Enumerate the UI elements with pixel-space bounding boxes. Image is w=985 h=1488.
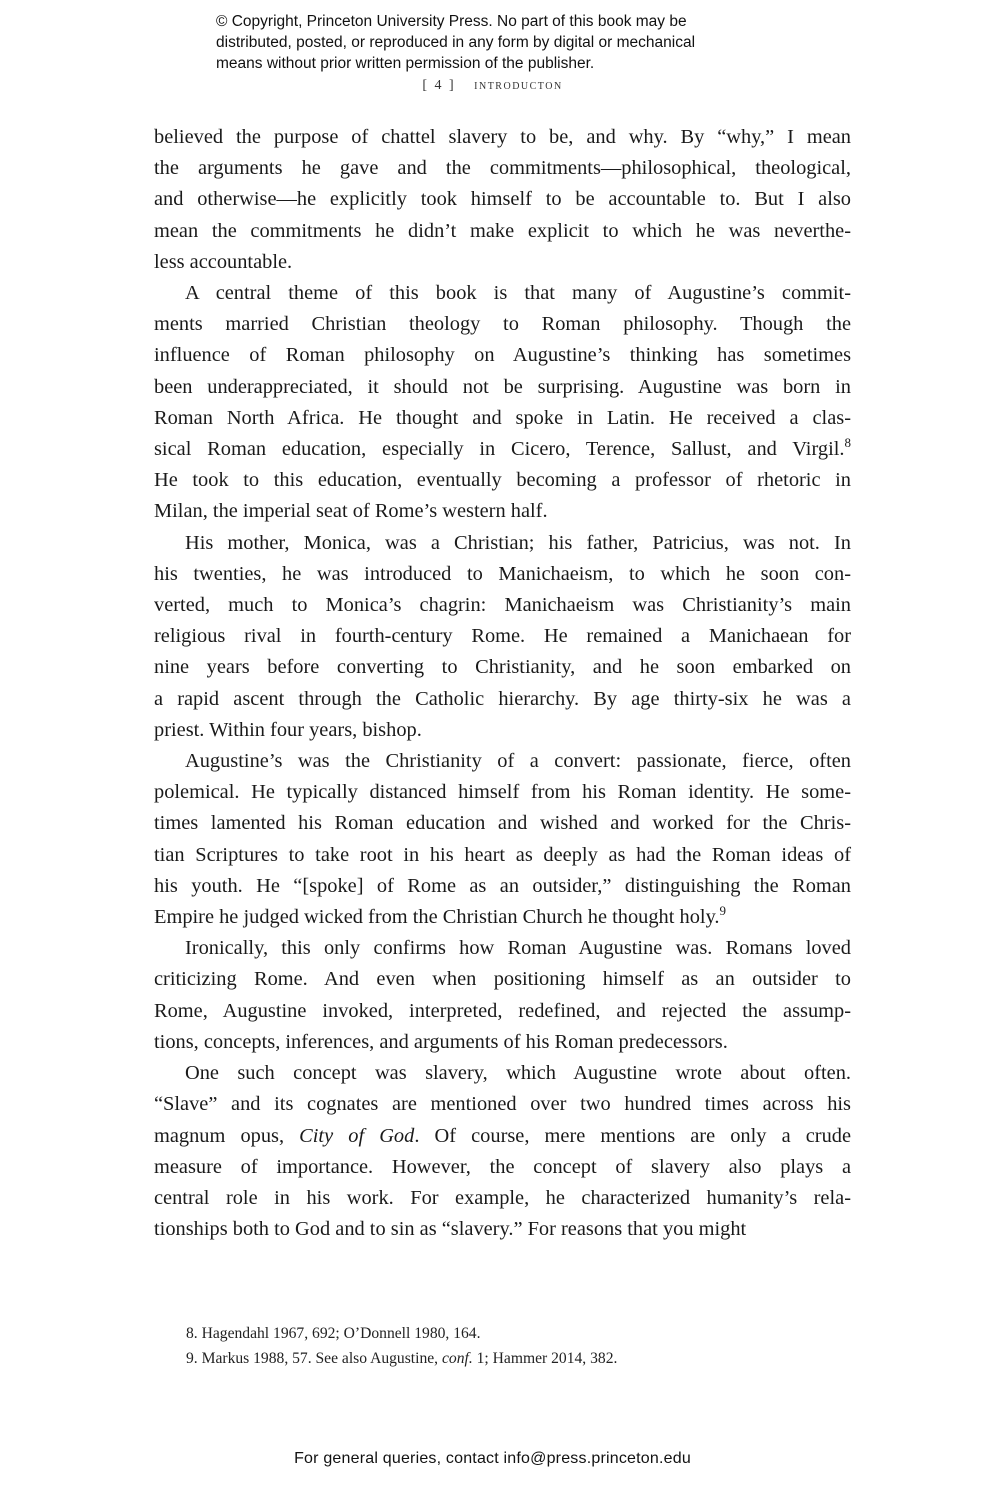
page-number: [ 4 ] — [422, 78, 456, 93]
footnote-ref[interactable]: 8 — [844, 435, 851, 451]
copyright-line: distributed, posted, or reproduced in any form by digital or mechanical — [216, 34, 696, 51]
text-line: tionships both to God and to sin as “slavery.” For reasons that you might — [154, 1218, 747, 1241]
text-line: central role in his work. For example, he characterized humanity’s rela- — [154, 1186, 851, 1209]
text-line: been underappreciated, it should not be surprising. Augustine was born in — [154, 375, 851, 398]
text-line: Empire he judged wicked from the Christian Church he thought holy.$^9$ — [154, 903, 727, 929]
footnote-9 — [186, 1346, 826, 1371]
paragraph — [154, 933, 851, 1058]
text-line: Roman North Africa. He thought and spoke in Latin. He received a clas- — [154, 406, 851, 429]
text-line: Milan, the imperial seat of Rome’s western half. — [154, 500, 548, 523]
text-line: sical Roman education, especially in Cicero, Terence, Sallust, and Virgil.$^8$ — [154, 435, 851, 461]
text-line: Ironically, this only confirms how Roman Augustine was. Romans loved — [185, 937, 851, 960]
paragraph — [154, 278, 851, 528]
text-line: His mother, Monica, was a Christian; his father, Patricius, was not. In — [185, 531, 851, 554]
text-line: his twenties, he was introduced to Manichaeism, to which he soon con- — [154, 562, 851, 585]
paragraph — [154, 528, 851, 746]
paragraph — [154, 746, 851, 933]
text-line: and otherwise—he explicitly took himself to be accountable to. But I also — [154, 188, 851, 211]
text-line: Rome, Augustine invoked, interpreted, redefined, and rejected the assump- — [154, 999, 851, 1022]
text-line: less accountable. — [154, 250, 293, 273]
footnote-ref[interactable]: 9 — [719, 903, 727, 919]
footnote-text: 1; Hammer 2014, 382. — [472, 1350, 618, 1367]
text-line: his youth. He “[spoke] of Rome as an outsider,” distinguishing the Roman — [154, 874, 851, 897]
text-line: “Slave” and its cognates are mentioned over two hundred times across his — [154, 1093, 851, 1116]
text-line: criticizing Rome. And even when positioning himself as an outsider to — [154, 968, 851, 991]
footnote-italic: conf. — [441, 1350, 473, 1367]
text-line: believed the purpose of chattel slavery to be, and why. By “why,” I mean — [154, 126, 851, 148]
text-line: a rapid ascent through the Catholic hierarchy. By age thirty-six he was a — [154, 687, 851, 710]
text-line: tions, concepts, inferences, and arguments of his Roman predecessors. — [154, 1030, 728, 1053]
copyright-notice — [216, 11, 816, 74]
text-line: mean the commitments he didn’t make explicit to which he was neverthe- — [154, 219, 851, 242]
text-line: times lamented his Roman education and wished and worked for the Chris- — [154, 812, 851, 835]
text-line: polemical. He typically distanced himself from his Roman identity. He some- — [154, 781, 851, 804]
text-line: One such concept was slavery, which Augustine wrote about often. — [185, 1062, 851, 1085]
footnote-text: 8. Hagendahl 1967, 692; O’Donnell 1980, 164. — [186, 1325, 481, 1342]
text-line: ments married Christian theology to Roman philosophy. Though the — [154, 313, 851, 336]
text-line: A central theme of this book is that many of Augustine’s commit- — [185, 282, 851, 305]
text-line: nine years before converting to Christianity, and he soon embarked on — [154, 656, 851, 679]
body-text — [154, 122, 851, 1245]
text-line: magnum opus, City of God. Of course, mere mentions are only a crude — [154, 1124, 852, 1147]
paragraph — [154, 122, 851, 278]
text-line: measure of importance. However, the concept of slavery also plays a — [154, 1155, 851, 1178]
footer-contact: For general queries, contact info@press.princeton.edu — [294, 1450, 691, 1467]
text-line: priest. Within four years, bishop. — [154, 718, 422, 741]
footnote-8 — [186, 1321, 826, 1346]
footnotes — [186, 1321, 826, 1371]
running-head — [0, 78, 985, 94]
text-line: the arguments he gave and the commitments—philosophical, theological, — [154, 157, 851, 180]
text-line: He took to this education, eventually becoming a professor of rhetoric in — [154, 469, 851, 492]
text-line: influence of Roman philosophy on Augustine’s thinking has sometimes — [154, 344, 851, 367]
footnote-text: 9. Markus 1988, 57. See also Augustine, — [186, 1350, 442, 1367]
text-line: Augustine’s was the Christianity of a convert: passionate, fierce, often — [185, 750, 851, 773]
copyright-line: © Copyright, Princeton University Press. No part of this book may be — [216, 13, 687, 30]
text-line: tian Scriptures to take root in his heart as deeply as had the Roman ideas of — [154, 843, 851, 866]
paragraph — [154, 1058, 851, 1245]
text-line: religious rival in fourth-century Rome. He remained a Manichaean for — [154, 625, 851, 648]
text-line: verted, much to Monica’s chagrin: Manichaeism was Christianity’s main — [154, 594, 851, 617]
section-title: introducton — [474, 78, 563, 93]
copyright-line: means without prior written permission of the publisher. — [216, 55, 595, 72]
italic-title: City of God — [299, 1124, 415, 1147]
